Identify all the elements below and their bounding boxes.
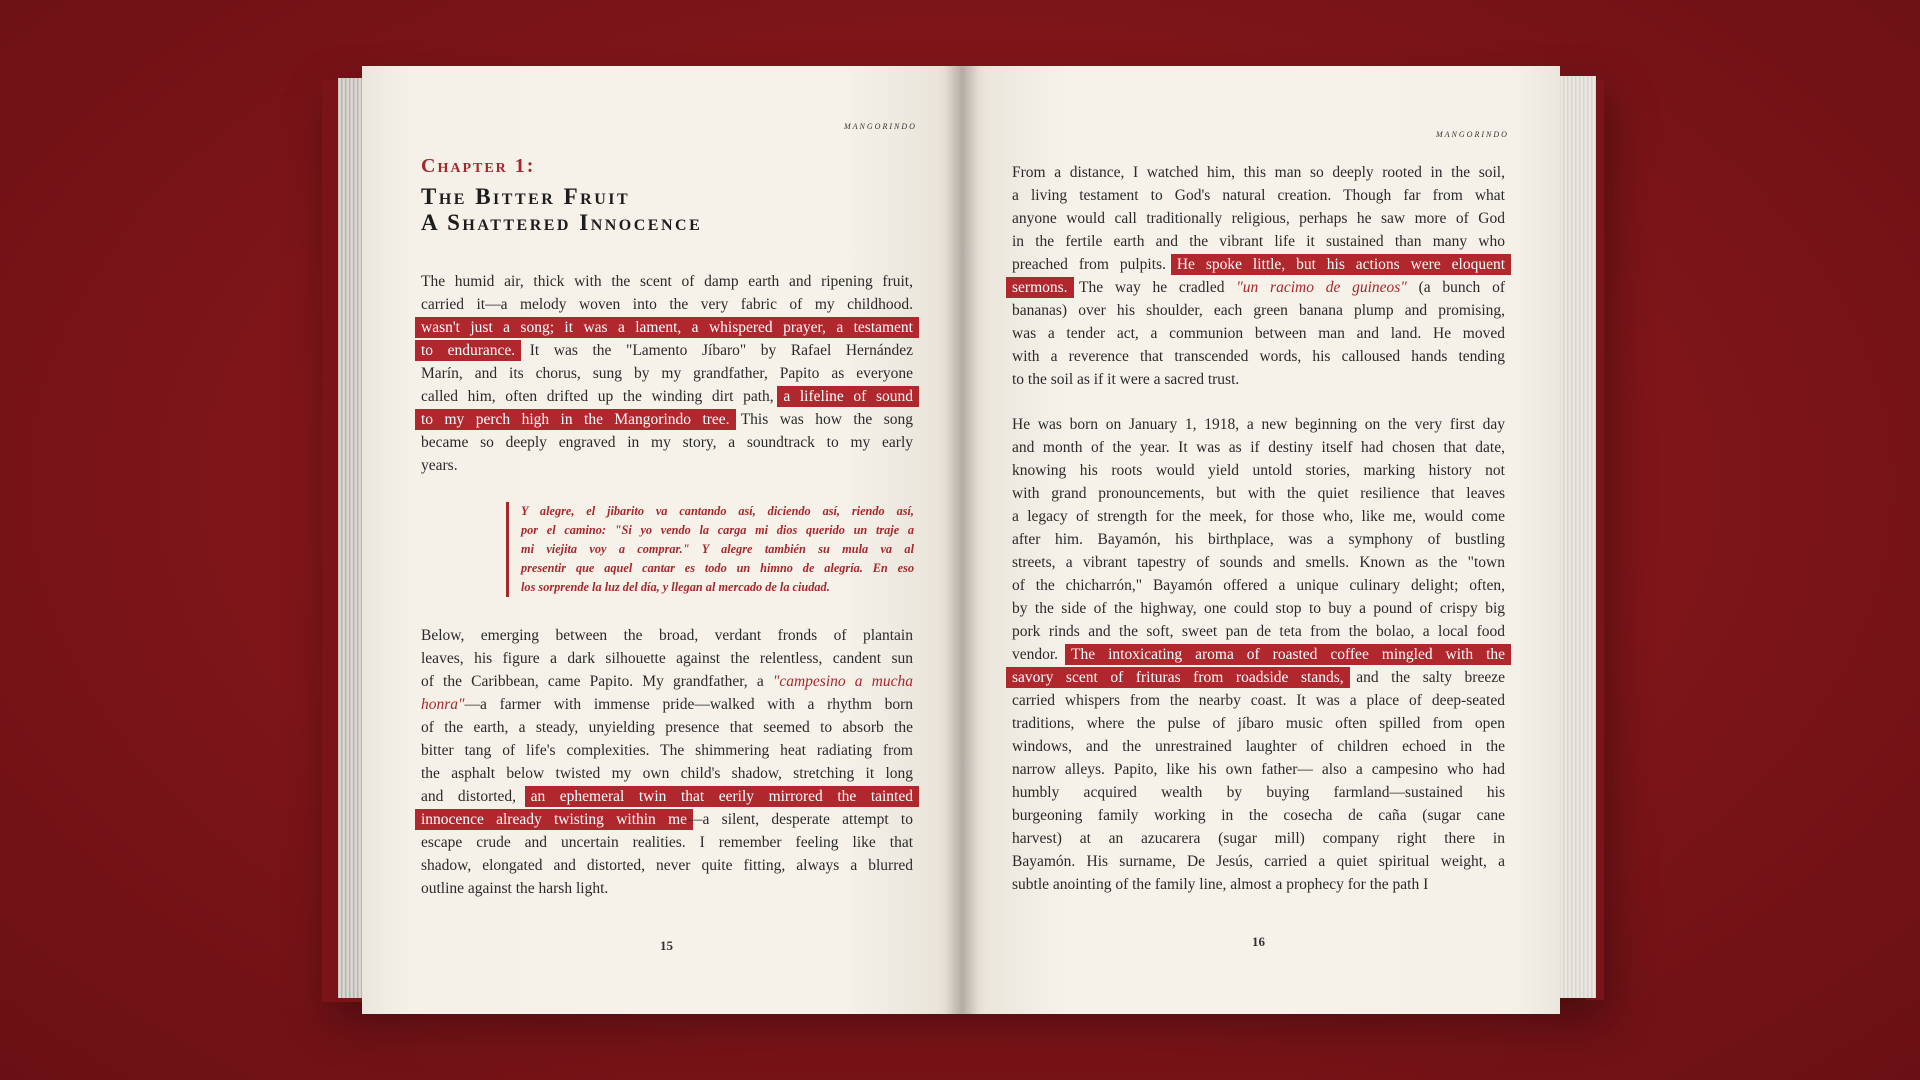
left-paragraph-1 <box>421 270 913 477</box>
text-line: bananas) over his shoulder, each green banana plump and promising, <box>1012 302 1505 319</box>
highlight: sermons. <box>1006 277 1074 298</box>
quote-line: presentir que aquel cantar es todo un himno de alegría. En eso <box>521 561 914 575</box>
text-line: From a distance, I watched him, this man so deeply rooted in the soil, <box>1012 164 1505 181</box>
text-line: a living testament to God's natural creation. Though far from what <box>1012 187 1505 204</box>
text-line: narrow alleys. Papito, like his own father— also a campesino who had <box>1012 761 1505 778</box>
italic-phrase: honra" <box>421 696 465 713</box>
text-span: It was the "Lamento Jíbaro" by Rafael Hernández <box>515 342 913 359</box>
text-line: of the earth, a steady, unyielding presence that seemed to absorb the <box>421 719 913 736</box>
italic-phrase: "un racimo de guineos" <box>1236 279 1407 296</box>
running-head-right: MANGORINDO <box>1436 130 1509 139</box>
text-span: (a bunch of <box>1406 279 1505 296</box>
text-line: shadow, elongated and distorted, never quite fitting, always a blurred <box>421 857 913 874</box>
text-line: anyone would call traditionally religious, perhaps he saw more of God <box>1012 210 1505 227</box>
text-line: burgeoning family working in the cosecha de caña (sugar cane <box>1012 807 1505 824</box>
left-paragraph-2 <box>421 624 913 900</box>
highlight: innocence already twisting within me <box>415 809 693 830</box>
running-head-left: MANGORINDO <box>844 122 917 131</box>
quote-line: Y alegre, el jibarito va cantando así, diciendo así, riendo así, <box>521 504 914 518</box>
text-span: of the Caribbean, came Papito. My grandfather, a <box>421 673 773 690</box>
quote-line: los sorprende la luz del día, y llegan al mercado de la ciudad. <box>521 580 830 594</box>
text-line <box>421 408 913 431</box>
text-line <box>421 316 913 339</box>
text-line: bitter tang of life's complexities. The shimmering heat radiating from <box>421 742 913 759</box>
highlight: to my perch high in the Mangorindo tree. <box>415 409 736 430</box>
text-line: Below, emerging between the broad, verdant fronds of plantain <box>421 627 913 644</box>
text-line: carried whispers from the nearby coast. It was a place of deep-seated <box>1012 692 1505 709</box>
page-number-right: 16 <box>1252 934 1265 949</box>
page-number-left: 15 <box>660 938 673 953</box>
text-line: to the soil as if it were a sacred trust. <box>1012 371 1240 388</box>
text-line: The humid air, thick with the scent of damp earth and ripening fruit, <box>421 273 913 290</box>
text-line: after him. Bayamón, his birthplace, was a symphony of bustling <box>1012 531 1505 548</box>
text-line: traditions, where the pulse of jíbaro music often spilled from open <box>1012 715 1505 732</box>
text-line: He was born on January 1, 1918, a new beginning on the very first day <box>1012 416 1505 433</box>
text-line: by the side of the highway, one could stop to buy a pound of crispy big <box>1012 600 1505 617</box>
chapter-title-line-2: A Shattered Innocence <box>421 210 703 235</box>
right-paragraph-1 <box>1012 161 1505 391</box>
text-span: This was how the song <box>729 411 913 428</box>
right-paragraph-2 <box>1012 413 1505 896</box>
text-line: Marín, and its chorus, sung by my grandfather, Papito as everyone <box>421 365 913 382</box>
text-line: years. <box>421 457 458 474</box>
text-line <box>1012 276 1505 299</box>
text-line: pork rinds and the soft, sweet pan de teta from the bolao, a local food <box>1012 623 1505 640</box>
book-gutter <box>945 66 979 1014</box>
text-line: harvest) at an azucarera (sugar mill) company right there in <box>1012 830 1505 847</box>
text-line: escape crude and uncertain realities. I remember feeling like that <box>421 834 913 851</box>
text-line: with grand pronouncements, but with the quiet resilience that leaves <box>1012 485 1505 502</box>
text-span: —a silent, desperate attempt to <box>687 811 913 828</box>
text-line: with a reverence that transcended words, his calloused hands tending <box>1012 348 1505 365</box>
text-line <box>421 385 913 408</box>
text-line: streets, a vibrant tapestry of sounds and smells. Known as the "town <box>1012 554 1505 571</box>
text-span: and the salty breeze <box>1343 669 1505 686</box>
text-line <box>1012 643 1505 666</box>
text-line: a legacy of strength for the meek, for those who, like me, would come <box>1012 508 1505 525</box>
text-span: and distorted, <box>421 788 517 805</box>
highlight: to endurance. <box>415 340 521 361</box>
text-line <box>421 693 913 716</box>
text-line: and month of the year. It was as if destiny itself had chosen that date, <box>1012 439 1505 456</box>
text-line: windows, and the unrestrained laughter of children echoed in the <box>1012 738 1505 755</box>
text-line: outline against the harsh light. <box>421 880 609 897</box>
quote-line: mi viejita voy a comprar." Y alegre también su mula va al <box>521 542 914 556</box>
chapter-label: Chapter 1: <box>421 155 536 177</box>
text-span: vendor. <box>1012 646 1059 663</box>
text-line <box>1012 666 1505 689</box>
text-line: leaves, his figure a dark silhouette against the relentless, candent sun <box>421 650 913 667</box>
italic-phrase: "campesino a mucha <box>772 673 914 690</box>
text-line: of the chicharrón," Bayamón offered a unique culinary delight; often, <box>1012 577 1505 594</box>
text-line: Bayamón. His surname, De Jesús, carried a quiet spiritual weight, a <box>1012 853 1505 870</box>
highlight: wasn't just a song; it was a lament, a whispered prayer, a testament <box>415 317 919 338</box>
chapter-title-line-1: The Bitter Fruit <box>421 184 631 209</box>
chapter-title <box>421 184 702 236</box>
text-line <box>421 808 913 831</box>
text-line: knowing his roots would yield untold stories, marking history not <box>1012 462 1505 479</box>
text-line: in the fertile earth and the vibrant life it sustained than many who <box>1012 233 1505 250</box>
text-line: humbly acquired wealth by buying farmland—sustained his <box>1012 784 1505 801</box>
text-span: preached from pulpits. <box>1012 256 1166 273</box>
text-line: subtle anointing of the family line, almost a prophecy for the path I <box>1012 876 1429 893</box>
text-line <box>421 785 913 808</box>
highlight: a lifeline of sound <box>777 386 919 407</box>
text-line <box>421 339 913 362</box>
highlight: The intoxicating aroma of roasted coffee mingled with the <box>1065 644 1511 665</box>
text-line: the asphalt below twisted my own child's shadow, stretching it long <box>421 765 913 782</box>
text-span: called him, often drifted up the winding dirt path, <box>421 388 774 405</box>
text-span: The way he cradled <box>1067 279 1237 296</box>
quote-line: por el camino: "Si yo vendo la carga mi dios querido un traje a <box>521 523 914 537</box>
text-line <box>1012 253 1505 276</box>
text-line: became so deeply engraved in my story, a soundtrack to my early <box>421 434 913 451</box>
block-quote <box>506 502 914 597</box>
text-span: —a farmer with immense pride—walked with a rhythm born <box>464 696 913 713</box>
highlight: He spoke little, but his actions were eloquent <box>1171 254 1511 275</box>
text-line: carried it—a melody woven into the very fabric of my childhood. <box>421 296 913 313</box>
highlight: an ephemeral twin that eerily mirrored the tainted <box>525 786 919 807</box>
text-line: was a tender act, a communion between man and land. He moved <box>1012 325 1505 342</box>
text-line <box>421 670 913 693</box>
highlight: savory scent of frituras from roadside stands, <box>1006 667 1350 688</box>
